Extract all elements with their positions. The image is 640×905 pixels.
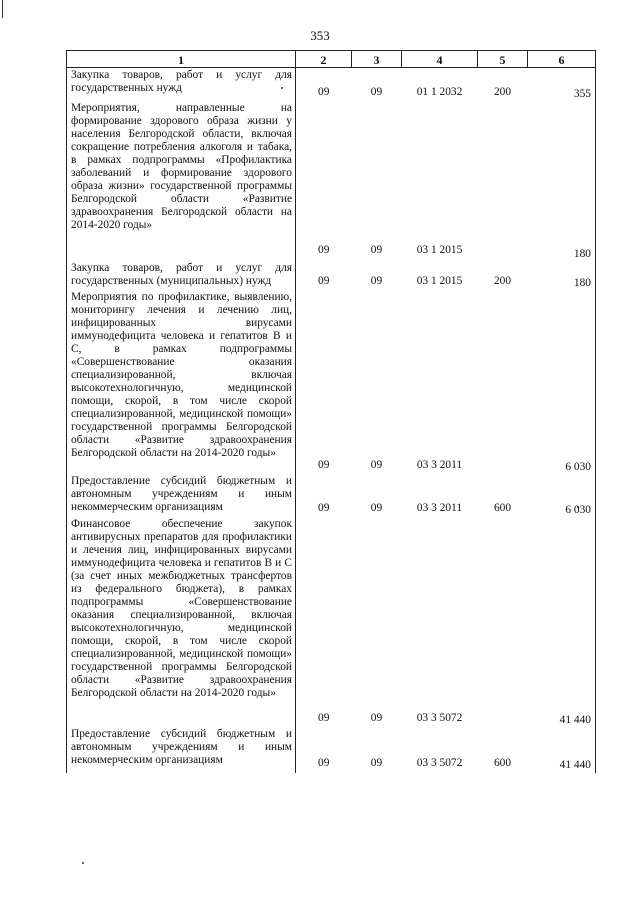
column-header-5: 5 [478, 51, 528, 68]
cell-expense-type: 600 [493, 502, 512, 514]
row-description: Закупка товаров, работ и услуг для государственных нужд [67, 68, 296, 102]
cell-subsection: 09 [370, 244, 383, 256]
table-row [67, 261, 596, 290]
cell-amount: 180 [528, 261, 596, 290]
table-row [67, 290, 596, 474]
budget-table [66, 50, 596, 773]
cell-subsection: 09 [370, 502, 383, 514]
table-header-row [67, 51, 596, 68]
cell-expense-type [478, 101, 528, 261]
cell-amount: 41 440 [528, 517, 596, 727]
cell-section: 09 [318, 757, 330, 769]
row-description: Закупка товаров, работ и услуг для государственных (муниципальных) нужд [67, 261, 296, 290]
left-edge-mark [2, 0, 3, 18]
cell-target-article: 01 1 2032 [416, 86, 463, 98]
table-row [67, 68, 596, 102]
cell-target-article: 03 1 2015 [416, 275, 463, 287]
cell-section: 09 [318, 86, 330, 98]
cell-section: 09 [318, 459, 330, 471]
cell-expense-type: 200 [493, 275, 512, 287]
cell-subsection: 09 [370, 275, 383, 287]
cell-expense-type [478, 517, 528, 727]
cell-expense-type: 200 [493, 86, 512, 98]
cell-amount: 180 [528, 101, 596, 261]
page-number: 353 [310, 28, 330, 43]
column-header-3: 3 [352, 51, 402, 68]
row-description: Мероприятия, направленные на формирование здорового образа жизни у населения Белгородской области, включая сокращение потребления алкоголя и табака, в рамках подпрограммы «Профилактика заболеваний и формирование здорового образа жизни» государственной программы Белгородской области «Развитие здравоохранения Белгородской области на 2014-2020 годы» [67, 101, 296, 261]
cell-target-article: 03 3 5072 [416, 757, 463, 769]
table-row [67, 727, 596, 773]
cell-section: 09 [318, 712, 330, 724]
cell-target-article: 03 3 2011 [416, 459, 463, 471]
cell-amount: 6 030 [528, 474, 596, 517]
table-row [67, 517, 596, 727]
cell-subsection: 09 [370, 459, 383, 471]
cell-amount: 355 [528, 68, 596, 102]
row-description: Предоставление субсидий бюджетным и автономным учреждениям и иным некоммерческим организациям [67, 727, 296, 773]
cell-amount: 41 440 [528, 727, 596, 773]
cell-expense-type [478, 290, 528, 474]
cell-section: 09 [318, 502, 330, 514]
table-row [67, 101, 596, 261]
row-description: Финансовое обеспечение закупок антивирусных препаратов для профилактики и лечения лиц, инфицированных вирусами иммунодефицита человека и гепатитов В и С (за счет иных межбюджетных трансфертов из федерального бюджета), в рамках подпрограммы «Совершенствование оказания специализированной, включая высокотехнологичную, медицинской помощи, скорой, в том числе скорой специализированной, медицинской помощи» государственной программы Белгородской области «Развитие здравоохранения Белгородской области на 2014-2020 годы» [67, 517, 296, 727]
cell-amount: 6 030 [528, 290, 596, 474]
cell-target-article: 03 3 5072 [416, 712, 463, 724]
row-description: Предоставление субсидий бюджетным и автономным учреждениям и иным некоммерческим организациям [67, 474, 296, 517]
speck-mark [82, 862, 84, 864]
column-header-6: 6 [528, 51, 596, 68]
cell-target-article: 03 3 2011 [416, 502, 463, 514]
column-header-2: 2 [296, 51, 352, 68]
cell-section: 09 [318, 244, 330, 256]
cell-section: 09 [318, 275, 330, 287]
cell-target-article: 03 1 2015 [416, 244, 463, 256]
cell-subsection: 09 [370, 86, 383, 98]
table-row [67, 474, 596, 517]
column-header-1: 1 [67, 51, 296, 68]
cell-subsection: 09 [370, 712, 383, 724]
row-description: Мероприятия по профилактике, выявлению, мониторингу лечения и лечению лиц, инфицированных вирусами иммунодефицита человека и гепатитов В и С, в рамках подпрограммы «Совершенствование оказания специализированной, включая высокотехнологичную, медицинской помощи, скорой, в том числе скорой специализированной, медицинской помощи» государственной программы Белгородской области «Развитие здравоохранения Белгородской области на 2014-2020 годы» [67, 290, 296, 474]
cell-subsection: 09 [370, 757, 383, 769]
column-header-4: 4 [402, 51, 478, 68]
cell-expense-type: 600 [493, 757, 512, 769]
